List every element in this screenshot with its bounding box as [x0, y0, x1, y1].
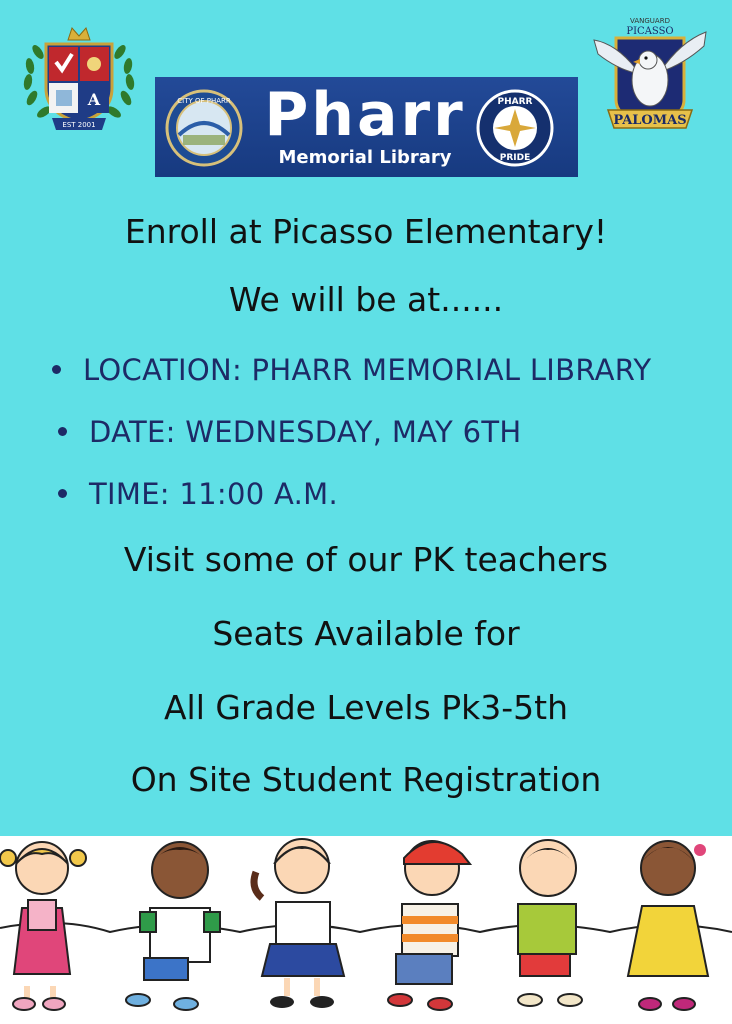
detail-date [58, 412, 521, 452]
visit-teachers-line: Visit some of our PK teachers [123, 540, 609, 579]
banner-subtitle: Memorial Library [278, 147, 452, 168]
intro-text: We will be at...... [228, 280, 504, 319]
grade-levels-line: All Grade Levels Pk3-5th [163, 688, 569, 727]
library-banner [155, 77, 578, 177]
detail-location [52, 350, 651, 390]
mascot-school-text: PICASSO [626, 26, 674, 37]
pharr-pride-logo [476, 89, 554, 167]
child-3 [254, 839, 344, 1008]
seats-available-line: Seats Available for [212, 614, 520, 653]
child-5 [518, 840, 582, 1006]
banner-title: Pharr [264, 80, 466, 150]
school-crest-logo [16, 18, 142, 134]
mascot-top-text: VANGUARD [630, 17, 670, 25]
mascot-name-text: PALOMAS [613, 113, 687, 128]
child-2 [126, 842, 220, 1010]
detail-time-text: TIME: 11:00 A.M. [89, 477, 338, 511]
crest-letter: A [87, 90, 101, 109]
detail-date-text: DATE: WEDNESDAY, MAY 6TH [89, 415, 522, 449]
bullet-dot [52, 365, 61, 374]
child-6 [628, 841, 708, 1010]
crest-year: EST 2001 [62, 121, 96, 129]
detail-time [58, 474, 338, 514]
children-holding-hands-illustration [0, 836, 732, 1024]
city-seal-logo [165, 89, 243, 167]
bullet-dot [58, 489, 67, 498]
palomas-mascot-logo [588, 14, 712, 140]
seal-right-bottom: PRIDE [499, 153, 531, 163]
detail-location-text: LOCATION: PHARR MEMORIAL LIBRARY [83, 353, 652, 387]
seal-right-top: PHARR [497, 97, 533, 107]
bullet-dot [58, 427, 67, 436]
headline: Enroll at Picasso Elementary! [124, 212, 608, 251]
registration-line: On Site Student Registration [130, 760, 602, 799]
seal-left-text: CITY OF PHARR [177, 97, 231, 105]
